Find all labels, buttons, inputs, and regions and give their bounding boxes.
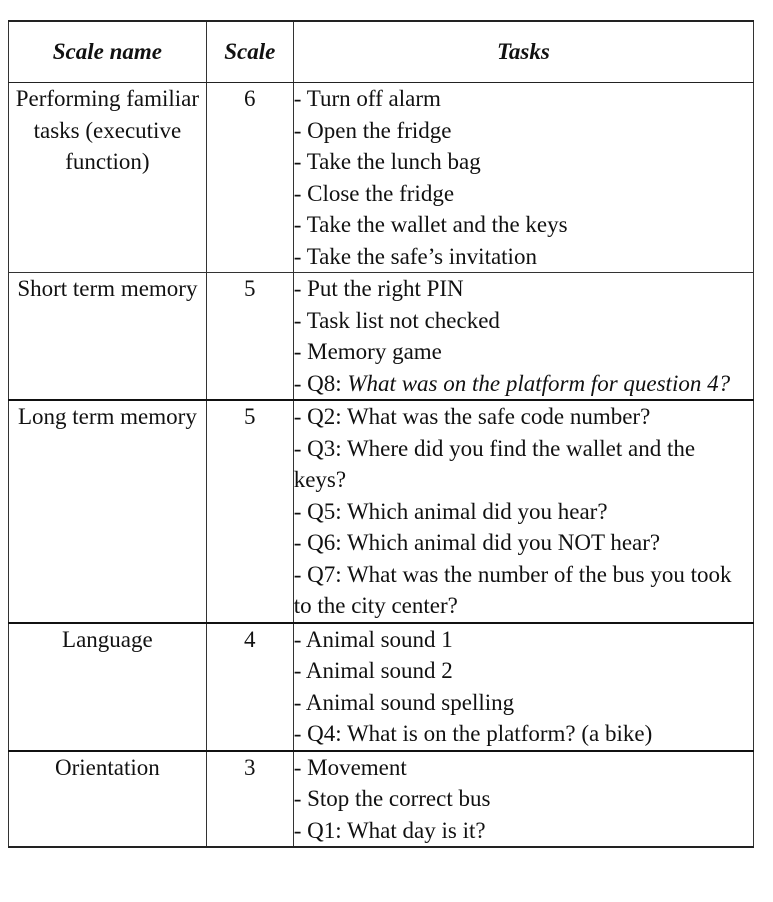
table-row [9,751,754,848]
task-prefix: - Q8: [293,370,348,396]
task-item: - Q2: What was the safe code number? [293,404,651,429]
table-row [9,623,754,751]
table-row [9,83,754,273]
task-item: - Animal sound 1 [293,626,453,652]
header-scale-name: Scale name [9,21,207,83]
header-scale: Scale [206,21,293,83]
task-item: - Movement [293,754,407,780]
scale-value-cell: 4 [206,623,293,751]
task-item: - Animal sound spelling [293,689,515,715]
task-item: - Stop the correct bus [293,786,491,811]
task-italic-text: What was on the platform for question 4? [347,370,731,396]
scale-name-cell: Language [9,623,207,751]
task-item: - Animal sound 2 [293,658,453,683]
task-item: - Open the fridge [293,117,452,143]
tasks-cell [293,751,753,848]
scale-value-cell: 6 [206,83,293,273]
task-item: - Take the lunch bag [293,149,481,174]
tasks-cell [293,623,753,751]
tasks-cell [293,400,753,623]
scale-name-cell: Long term memory [9,400,207,623]
task-item: - Take the wallet and the keys [293,212,568,237]
task-item: - Take the safe’s invitation [293,243,537,269]
scales-table [8,20,754,848]
task-item: - Q4: What is on the platform? (a bike) [293,721,653,746]
tasks-cell [293,273,753,401]
table-row [9,400,754,623]
table-header-row [9,21,754,83]
task-item: - Put the right PIN [293,276,464,301]
task-item: - Q7: What was the number of the bus you took to the city center? [293,561,732,618]
task-item: - Q1: What day is it? [293,817,486,843]
task-item: - Memory game [293,339,442,364]
scale-name-cell: Performing familiar tasks (executive function) [9,83,207,273]
task-item [294,368,753,400]
task-item: - Q3: Where did you find the wallet and the keys? [293,435,696,492]
tasks-cell [293,83,753,273]
task-item: - Close the fridge [293,180,455,206]
scale-value-cell: 5 [206,273,293,401]
table-row [9,273,754,401]
scale-name-cell: Short term memory [9,273,207,401]
scale-name-cell: Orientation [9,751,207,848]
task-item: - Q5: Which animal did you hear? [293,498,608,524]
task-item: - Task list not checked [293,307,500,333]
task-item: - Q6: Which animal did you NOT hear? [293,530,661,555]
header-tasks: Tasks [293,21,753,83]
scale-value-cell: 3 [206,751,293,848]
task-item: - Turn off alarm [293,86,441,111]
scale-value-cell: 5 [206,400,293,623]
